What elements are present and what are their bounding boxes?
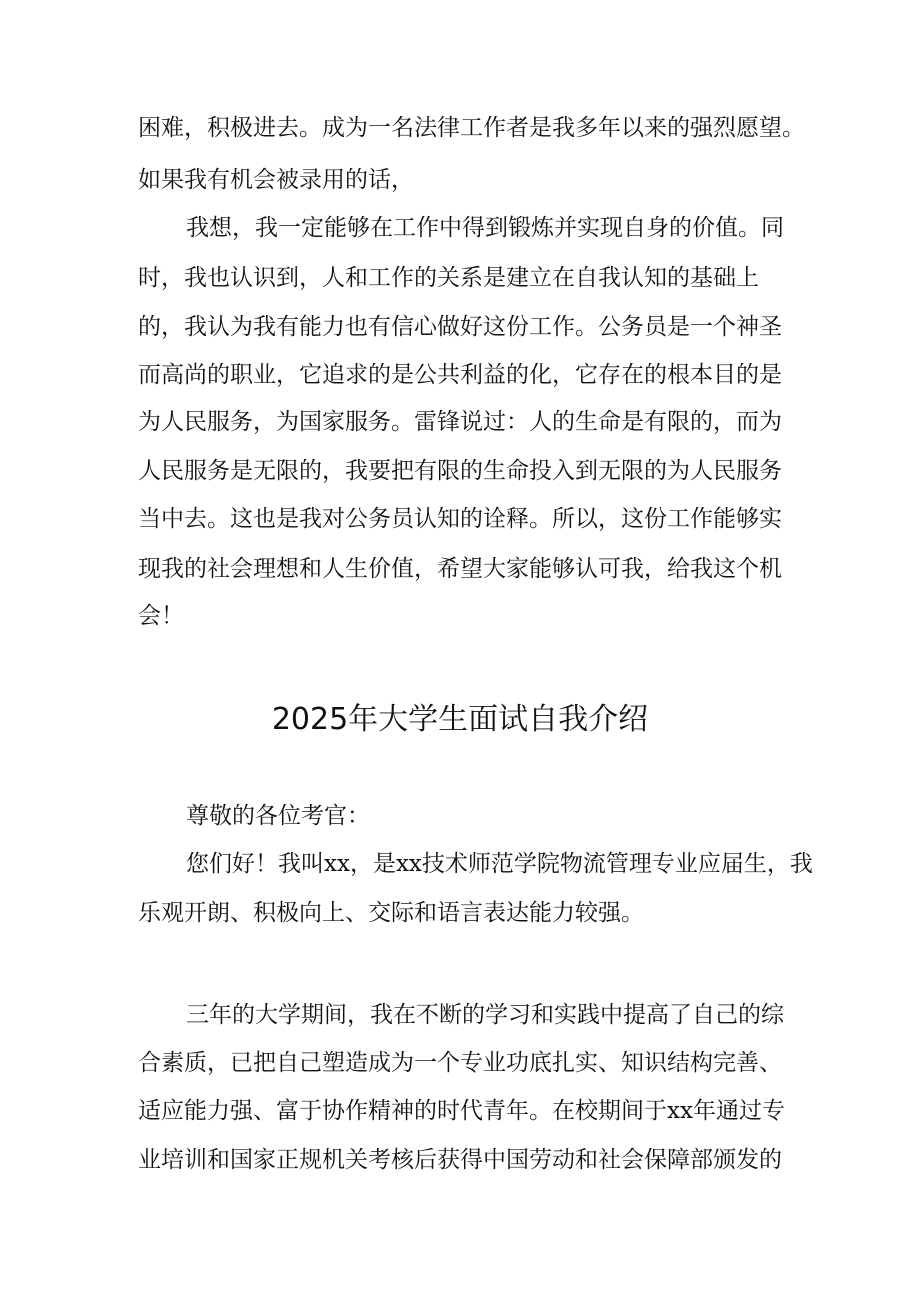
paragraph-first-line: 您们好！我叫xx，是xx技术师范学院物流管理专业应届生，我	[186, 851, 813, 877]
section-title: 2025年大学生面试自我介绍	[271, 702, 649, 737]
text-line: 会！	[138, 603, 184, 629]
paragraph-first-line: 三年的大学期间，我在不断的学习和实践中提高了自己的综	[186, 1002, 784, 1028]
text-line: 而高尚的职业，它追求的是公共利益的化，它存在的根本目的是	[138, 362, 782, 388]
text-line: 现我的社会理想和人生价值，希望大家能够认可我，给我这个机	[138, 556, 782, 582]
paragraph-first-line: 我想，我一定能够在工作中得到锻炼并实现自身的价值。同	[186, 215, 784, 241]
text-line: 困难，积极进去。成为一名法律工作者是我多年以来的强烈愿望。	[138, 115, 805, 141]
text-line: 人民服务是无限的，我要把有限的生命投入到无限的为人民服务	[138, 458, 782, 484]
text-line: 的，我认为我有能力也有信心做好这份工作。公务员是一个神圣	[138, 314, 782, 340]
text-line: 当中去。这也是我对公务员认知的诠释。所以，这份工作能够实	[138, 506, 782, 532]
salutation: 尊敬的各位考官：	[186, 803, 370, 829]
text-line: 时，我也认识到，人和工作的关系是建立在自我认知的基础上	[138, 265, 759, 291]
text-line: 如果我有机会被录用的话，	[138, 167, 414, 193]
text-line: 合素质，已把自己塑造成为一个专业功底扎实、知识结构完善、	[138, 1050, 782, 1076]
text-line: 乐观开朗、积极向上、交际和语言表达能力较强。	[138, 900, 644, 926]
text-line: 业培训和国家正规机关考核后获得中国劳动和社会保障部颁发的	[138, 1147, 782, 1173]
text-line: 为人民服务，为国家服务。雷锋说过：人的生命是有限的，而为	[138, 409, 782, 435]
text-line: 适应能力强、富于协作精神的时代青年。在校期间于xx年通过专	[138, 1098, 785, 1124]
